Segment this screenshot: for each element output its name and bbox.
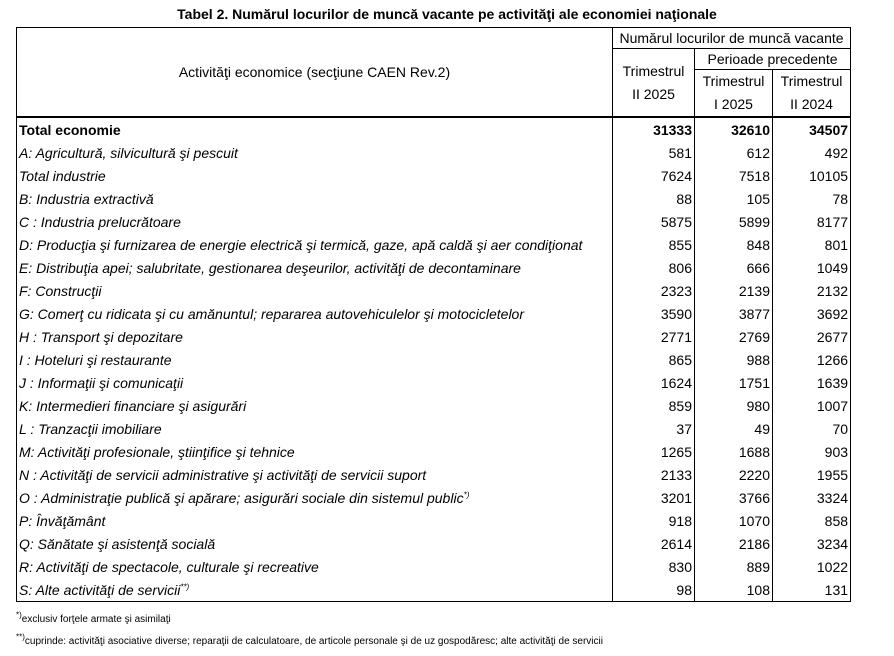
value-prev-year: 8177 [773, 210, 851, 233]
value-current-quarter: 1265 [613, 440, 695, 463]
row-label-text: L : Tranzacţii imobiliare [19, 420, 162, 437]
current-quarter-line1: Trimestrul [622, 62, 685, 79]
value-current-quarter: 581 [613, 141, 695, 164]
row-label [17, 486, 613, 509]
value-current-quarter: 2323 [613, 279, 695, 302]
table-body [17, 117, 851, 602]
value-prev-year: 1639 [773, 371, 851, 394]
prev-year-line2: II 2024 [790, 96, 833, 112]
row-label [17, 463, 613, 486]
row-label-text: F: Construcţii [19, 282, 102, 299]
row-label [17, 440, 613, 463]
row-label-text: E: Distribuţia apei; salubritate, gestionarea deşeurilor, activităţi de decontaminare [19, 259, 521, 276]
value-prev-quarter: 7518 [695, 164, 773, 187]
table-row [17, 509, 851, 532]
row-label-text: B: Industria extractivă [19, 190, 154, 207]
table-row [17, 164, 851, 187]
value-prev-quarter: 3877 [695, 302, 773, 325]
value-current-quarter: 830 [613, 555, 695, 578]
value-prev-year: 1955 [773, 463, 851, 486]
vacancies-table [16, 27, 851, 602]
table-row [17, 440, 851, 463]
value-prev-quarter: 980 [695, 394, 773, 417]
row-label-text: M: Activităţi profesionale, ştiinţifice şi tehnice [19, 443, 295, 460]
current-quarter-header [613, 49, 695, 118]
value-prev-year: 1022 [773, 555, 851, 578]
prev-year-line1: Trimestrul [780, 73, 843, 89]
row-label [17, 417, 613, 440]
value-prev-quarter: 49 [695, 417, 773, 440]
value-current-quarter: 3201 [613, 486, 695, 509]
value-current-quarter: 865 [613, 348, 695, 371]
value-prev-quarter: 1070 [695, 509, 773, 532]
value-current-quarter: 3590 [613, 302, 695, 325]
value-prev-year: 3324 [773, 486, 851, 509]
value-prev-quarter: 2139 [695, 279, 773, 302]
value-prev-year: 78 [773, 187, 851, 210]
footnote-1-text: exclusiv forţele armate şi asimilaţi [21, 614, 171, 625]
value-current-quarter: 859 [613, 394, 695, 417]
footnote-ref: *) [463, 489, 470, 499]
row-label-text: Q: Sănătate şi asistenţă socială [19, 535, 216, 552]
table-row [17, 578, 851, 602]
table-row [17, 256, 851, 279]
value-current-quarter: 806 [613, 256, 695, 279]
value-current-quarter: 98 [613, 578, 695, 602]
table-row [17, 394, 851, 417]
value-prev-quarter: 108 [695, 578, 773, 602]
table-row [17, 555, 851, 578]
value-prev-quarter: 105 [695, 187, 773, 210]
row-label-text: N : Activităţi de servicii administrative şi activităţi de servicii suport [19, 466, 427, 483]
row-label [17, 578, 613, 602]
row-label-text: J : Informaţii şi comunicaţii [19, 374, 184, 391]
value-prev-quarter: 1751 [695, 371, 773, 394]
footnote-2-mark: **) [16, 632, 25, 642]
value-current-quarter: 918 [613, 509, 695, 532]
row-label [17, 164, 613, 187]
row-label [17, 509, 613, 532]
value-current-quarter: 7624 [613, 164, 695, 187]
table-header [17, 28, 851, 118]
row-label [17, 325, 613, 348]
total-row [17, 117, 851, 141]
value-current-quarter: 31333 [613, 117, 695, 141]
table-row [17, 210, 851, 233]
table-row [17, 302, 851, 325]
table-row [17, 463, 851, 486]
value-prev-year: 70 [773, 417, 851, 440]
footnote-2-text: cuprinde: activităţi asociative diverse; reparaţii de calculatoare, de articole personale şi de uz gospodăresc; alte activităţi de servicii [24, 636, 603, 647]
value-prev-year: 3692 [773, 302, 851, 325]
value-prev-quarter: 666 [695, 256, 773, 279]
table-row [17, 233, 851, 256]
row-label-text: I : Hoteluri şi restaurante [19, 351, 172, 368]
table-row [17, 348, 851, 371]
row-label-text: R: Activităţi de spectacole, culturale şi recreative [19, 558, 319, 575]
row-label-text: K: Intermedieri financiare şi asigurări [19, 397, 247, 414]
row-label [17, 141, 613, 164]
value-current-quarter: 88 [613, 187, 695, 210]
footnote-ref: **) [180, 581, 190, 591]
row-label [17, 348, 613, 371]
table-row [17, 486, 851, 509]
row-label-text: A: Agricultură, silvicultură şi pescuit [19, 144, 238, 161]
value-current-quarter: 2771 [613, 325, 695, 348]
value-prev-quarter: 889 [695, 555, 773, 578]
value-prev-quarter: 3766 [695, 486, 773, 509]
table-row [17, 141, 851, 164]
value-prev-year: 1266 [773, 348, 851, 371]
value-prev-quarter: 848 [695, 233, 773, 256]
table-row [17, 371, 851, 394]
prev-year-header [773, 70, 851, 118]
value-prev-year: 858 [773, 509, 851, 532]
value-prev-year: 3234 [773, 532, 851, 555]
footnote-2 [16, 632, 603, 647]
table-row [17, 279, 851, 302]
value-prev-quarter: 2220 [695, 463, 773, 486]
previous-periods-header: Perioade precedente [695, 49, 851, 70]
value-prev-year: 2132 [773, 279, 851, 302]
value-current-quarter: 1624 [613, 371, 695, 394]
value-prev-quarter: 2186 [695, 532, 773, 555]
value-current-quarter: 2133 [613, 463, 695, 486]
row-label [17, 256, 613, 279]
row-label-text: S: Alte activităţi de servicii [19, 581, 181, 598]
value-prev-year: 10105 [773, 164, 851, 187]
row-label [17, 187, 613, 210]
row-label-text: G: Comerţ cu ridicata şi cu amănuntul; repararea autovehiculelor şi motocicletelor [19, 305, 525, 322]
value-current-quarter: 855 [613, 233, 695, 256]
value-prev-quarter: 2769 [695, 325, 773, 348]
footnote-1 [16, 610, 171, 625]
value-prev-quarter: 5899 [695, 210, 773, 233]
prev-quarter-line1: Trimestrul [702, 73, 765, 89]
row-label [17, 302, 613, 325]
value-prev-year: 1007 [773, 394, 851, 417]
value-prev-quarter: 988 [695, 348, 773, 371]
value-prev-year: 2677 [773, 325, 851, 348]
row-label-text: P: Învăţământ [19, 512, 106, 529]
row-label [17, 532, 613, 555]
row-label [17, 371, 613, 394]
value-current-quarter: 5875 [613, 210, 695, 233]
activity-column-header: Activităţi economice (secţiune CAEN Rev.2) [17, 28, 613, 118]
footnote-1-mark: *) [16, 610, 22, 620]
row-label [17, 233, 613, 256]
row-label-text: C : Industria prelucrătoare [19, 213, 181, 230]
table-row [17, 532, 851, 555]
value-prev-quarter: 32610 [695, 117, 773, 141]
value-current-quarter: 2614 [613, 532, 695, 555]
value-prev-quarter: 612 [695, 141, 773, 164]
row-label [17, 555, 613, 578]
prev-quarter-header [695, 70, 773, 118]
value-current-quarter: 37 [613, 417, 695, 440]
table-row [17, 187, 851, 210]
row-label [17, 394, 613, 417]
row-label-text: Total economie [19, 121, 121, 138]
prev-quarter-line2: I 2025 [714, 96, 753, 112]
value-prev-quarter: 1688 [695, 440, 773, 463]
vacancies-group-header: Numărul locurilor de muncă vacante [613, 28, 851, 49]
row-label-text: Total industrie [19, 167, 106, 184]
row-label-text: H : Transport şi depozitare [19, 328, 183, 345]
table-row [17, 417, 851, 440]
value-prev-year: 131 [773, 578, 851, 602]
table-row [17, 325, 851, 348]
row-label-text: D: Producţia şi furnizarea de energie electrică şi termică, gaze, apă caldă şi aer condiţionat [19, 236, 583, 253]
value-prev-year: 34507 [773, 117, 851, 141]
value-prev-year: 903 [773, 440, 851, 463]
table-title: Tabel 2. Numărul locurilor de muncă vacante pe activităţi ale economiei naţionale [177, 6, 717, 22]
row-label [17, 210, 613, 233]
row-label [17, 279, 613, 302]
value-prev-year: 801 [773, 233, 851, 256]
value-prev-year: 492 [773, 141, 851, 164]
row-label [17, 117, 613, 141]
value-prev-year: 1049 [773, 256, 851, 279]
row-label-text: O : Administraţie publică şi apărare; asigurări sociale din sistemul public [19, 489, 464, 506]
current-quarter-line2: II 2025 [632, 85, 675, 102]
